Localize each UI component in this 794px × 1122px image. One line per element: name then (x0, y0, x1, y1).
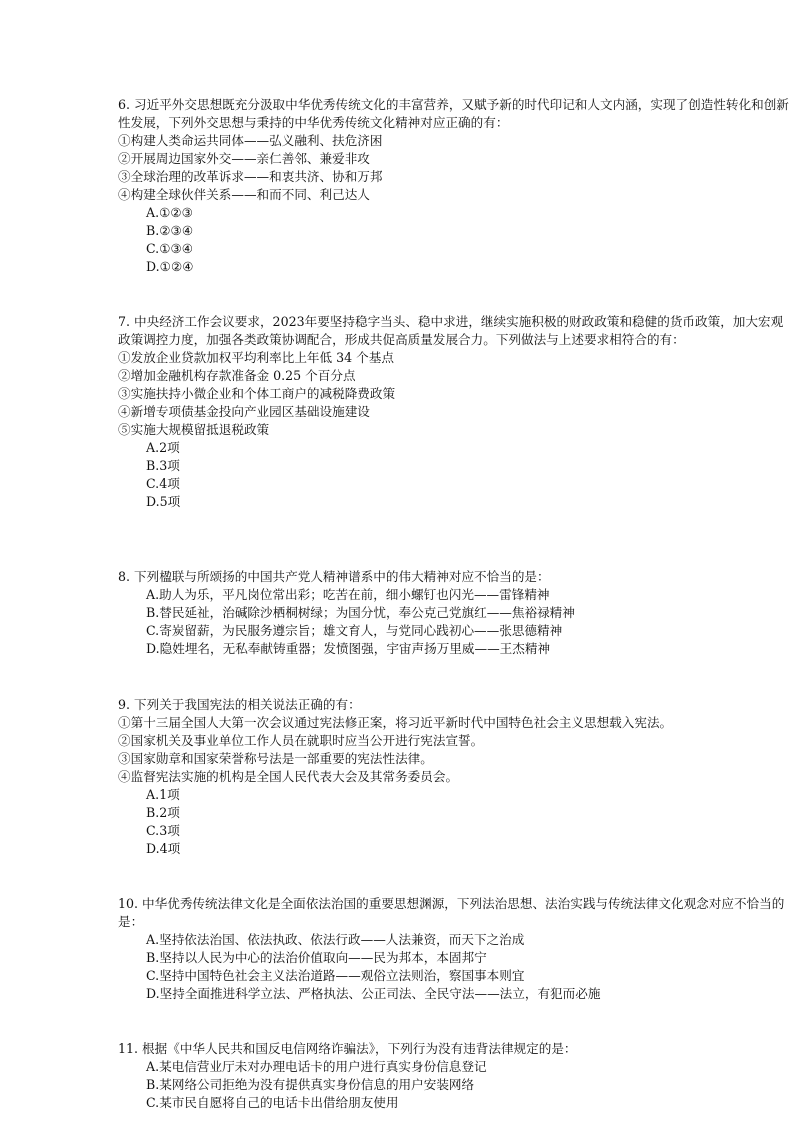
answer-option: B.2项 (146, 805, 180, 820)
statement: ⑤实施大规模留抵退税政策 (118, 422, 270, 437)
question-stem: 6. 习近平外交思想既充分汲取中华优秀传统文化的丰富营养，又赋予新的时代印记和人文内涵，实现了创造性转化和创新性发展，下列外交思想与秉持的中华优秀传统文化精神对应正确的有： (118, 97, 789, 130)
question-10 (118, 895, 790, 1003)
statement: ③国家勋章和国家荣誉称号法是一部重要的宪法性法律。 (118, 751, 433, 766)
answer-option: C.①③④ (146, 241, 194, 256)
answer-option: A.①②③ (146, 205, 193, 220)
answer-option: C.某市民自愿将自己的电话卡出借给朋友使用 (146, 1095, 399, 1110)
question-11 (118, 1040, 790, 1112)
answer-option: D.坚持全面推进科学立法、严格执法、公正司法、全民守法——法立，有犯而必施 (146, 986, 601, 1001)
statement: ④新增专项债基金投向产业园区基础设施建设 (118, 404, 370, 419)
question-stem: 11. 根据《中华人民共和国反电信网络诈骗法》，下列行为没有违背法律规定的是： (118, 1041, 577, 1056)
statement: ③实施扶持小微企业和个体工商户的减税降费政策 (118, 386, 396, 401)
statement: ①构建人类命运共同体——弘义融利、扶危济困 (118, 133, 383, 148)
answer-option: B.②③④ (146, 223, 194, 238)
answer-option: A.2项 (146, 440, 180, 455)
question-stem: 8. 下列楹联与所颂扬的中国共产党人精神谱系中的伟大精神对应不恰当的是： (118, 569, 550, 584)
statement: ①第十三届全国人大第一次会议通过宪法修正案，将习近平新时代中国特色社会主义思想载入宪法。 (118, 715, 673, 730)
answer-option: B.替民延祉，治碱除沙栖桐树绿；为国分忧，奉公克己党旗红——焦裕禄精神 (146, 605, 575, 620)
statement: ④构建全球伙伴关系——和而不同、利己达人 (118, 187, 370, 202)
question-9 (118, 696, 790, 858)
question-stem: 9. 下列关于我国宪法的相关说法正确的有： (118, 697, 361, 712)
answer-option: C.3项 (146, 823, 180, 838)
statement: ②国家机关及事业单位工作人员在就职时应当公开进行宪法宣誓。 (118, 733, 484, 748)
question-8 (118, 568, 790, 658)
answer-option: A.助人为乐，平凡岗位常出彩；吃苦在前，细小螺钉也闪光——雷锋精神 (146, 587, 550, 602)
statement: ④监督宪法实施的机构是全国人民代表大会及其常务委员会。 (118, 769, 459, 784)
answer-option: C.寄炭留薪，为民服务遵宗旨；雄文育人，与党同心践初心——张思德精神 (146, 623, 563, 638)
answer-option: B.某网络公司拒绝为没有提供真实身份信息的用户安装网络 (146, 1077, 475, 1092)
statement: ②开展周边国家外交——亲仁善邻、兼爱非攻 (118, 151, 370, 166)
question-stem: 7. 中央经济工作会议要求，2023年要坚持稳字当头、稳中求进，继续实施积极的财政政策和稳健的货币政策，加大宏观政策调控力度，加强各类政策协调配合，形成共促高质量发展合力。下列做法与上述要求相符合的有： (118, 314, 784, 347)
answer-option: D.隐姓埋名，无私奉献铸重器；发愤图强，宇宙声扬万里威——王杰精神 (146, 641, 551, 656)
answer-option: C.4项 (146, 476, 180, 491)
answer-option: B.3项 (146, 458, 180, 473)
statement: ①发放企业贷款加权平均利率比上年低 34 个基点 (118, 350, 394, 365)
answer-option: D.4项 (146, 841, 181, 856)
question-6 (118, 96, 790, 276)
question-stem: 10. 中华优秀传统法律文化是全面依法治国的重要思想渊源，下列法治思想、法治实践与传统法律文化观念对应不恰当的是： (118, 896, 785, 929)
statement: ③全球治理的改革诉求——和衷共济、协和万邦 (118, 169, 383, 184)
answer-option: A.坚持依法治国、依法执政、依法行政——人法兼资，而天下之治成 (146, 932, 525, 947)
answer-option: D.①②④ (146, 259, 194, 274)
answer-option: B.坚持以人民为中心的法治价值取向——民为邦本，本固邦宁 (146, 950, 487, 965)
question-7 (118, 313, 790, 511)
answer-option: D.5项 (146, 494, 181, 509)
answer-option: A.某电信营业厅未对办理电话卡的用户进行真实身份信息登记 (146, 1059, 487, 1074)
answer-option: A.1项 (146, 787, 180, 802)
statement: ②增加金融机构存款准备金 0.25 个百分点 (118, 368, 356, 383)
answer-option: C.坚持中国特色社会主义法治道路——观俗立法则治，察国事本则宜 (146, 968, 525, 983)
